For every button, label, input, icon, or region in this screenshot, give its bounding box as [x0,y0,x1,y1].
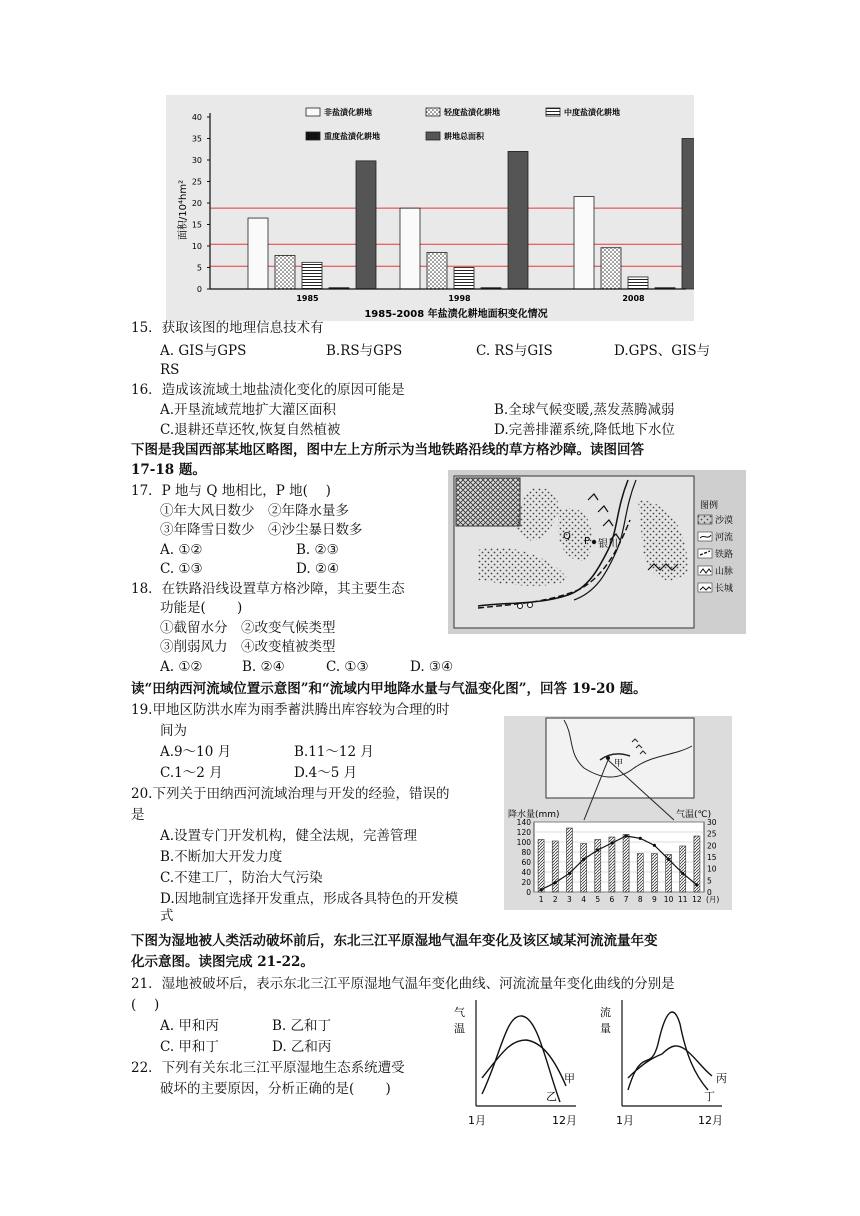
q19-option-b: B.11～12 月 [294,744,374,760]
q20-option-c: C.不建工厂，防治大气污染 [160,870,323,886]
temperature-point [568,872,571,875]
q21-stem-2: ( ) [131,997,160,1013]
temperature-point [681,872,684,875]
month-label: 5 [595,895,601,904]
precip-bar [623,835,629,893]
intro-21-22-line1: 下图为湿地被人类活动破坏前后，东北三江平原湿地气温年变化及该区域某河流流量年变 [131,933,658,949]
bar [302,262,322,289]
wetland-curves-figure [446,994,736,1130]
temperature-point [624,834,627,837]
q15-option-a: A. GIS与GPS [160,343,247,359]
q18-option-a: A. ①② [160,659,203,675]
bar [628,277,648,289]
month-label: 11 [677,895,688,904]
q20-stem-1: 20.下列关于田纳西河流域治理与开发的经验，错误的 [131,786,450,802]
bar [682,139,694,290]
bar [574,197,594,289]
q16-option-d: D.完善排灌系统,降低地下水位 [494,422,675,438]
map-label-jia: 甲 [614,759,624,769]
bar [356,161,376,289]
q21-option-a: A. 甲和丙 [160,1018,219,1034]
legend-label: 轻度盐渍化耕地 [444,108,500,117]
bar [427,252,447,289]
month-label: 9 [652,895,657,904]
temp-tick: 0 [707,888,712,897]
map-legend-river: 河流 [715,533,734,543]
temperature-point [639,837,642,840]
q22-stem-2: 破坏的主要原因，分析正确的是( ) [160,1081,391,1097]
y-tick-label: 0 [196,285,202,294]
legend-label: 非盐渍化耕地 [324,108,372,117]
precip-tick: 100 [516,838,531,847]
month-label: 6 [609,895,615,904]
legend-label: 重度盐渍化耕地 [324,132,380,141]
precip-tick: 120 [516,828,531,837]
chart1-ylabel: 面积/10⁴hm² [178,179,189,241]
y-tick-label: 20 [191,199,202,208]
climograph-right-title: 气温(℃) [676,810,712,820]
q15-option-b: B.RS与GPS [326,343,403,359]
month-label: 8 [637,895,643,904]
q16-option-a: A.开垦流域荒地扩大灌区面积 [160,402,337,418]
temperature-point [653,844,656,847]
precip-bar [595,840,601,893]
salinization-bar-chart-svg [166,95,694,321]
map-label-yinchuan: 银川 [598,539,618,550]
q21-stem-1: 21．湿地被破坏后，表示东北三江平原湿地气温年变化曲线、河流流量年变化曲线的分别是 [131,976,675,992]
month-label: 12 [692,895,702,904]
flow-x-start: 1月 [616,1114,634,1127]
intro-17-18-line2: 17-18 题。 [131,462,206,478]
temp-tick: 5 [707,876,712,886]
bar [275,255,295,289]
q21-option-d: D. 乙和丙 [272,1039,332,1055]
map-label-p: P [584,536,591,547]
x-category-label: 2008 [622,294,645,303]
legend-label: 耕地总面积 [444,132,484,141]
q17-option-d: D. ②④ [296,561,340,577]
y-tick-label: 40 [191,113,202,122]
y-tick-label: 5 [196,263,202,273]
legend-label: 中度盐渍化耕地 [564,108,620,117]
temperature-point [667,858,670,861]
temp-tick: 30 [707,818,717,827]
q15-stem: 15．获取该图的地理信息技术有 [131,320,324,336]
precip-bar [566,828,572,892]
precip-bar [651,854,657,893]
precip-bar [609,837,615,892]
q19-option-a: A.9～10 月 [160,744,232,760]
curve-bing [628,1046,712,1078]
q18-stem-1: 18．在铁路沿线设置草方格沙障，其主要生态 [131,581,405,597]
precip-tick: 60 [521,858,531,867]
flow-ylabel-1: 流 [600,1006,611,1019]
x-category-label: 1985 [296,294,319,303]
curve-label-bing: 丙 [716,1072,727,1085]
q17-stem: 17．P 地与 Q 地相比，P 地( ) [131,483,331,499]
curve-jia [482,1040,566,1086]
q20-option-a: A.设置专门开发机构，健全法规，完善管理 [160,828,418,844]
precip-bar [581,844,587,893]
precip-tick: 0 [526,888,531,897]
legend-swatch [546,108,560,116]
temperature-point [596,848,599,851]
q19-stem-1: 19.甲地区防洪水库为雨季蓄洪腾出库容较为合理的时 [131,702,450,718]
intro-17-18-line1: 下图是我国西部某地区略图，图中左上方所示为当地铁路沿线的草方格沙障。读图回答 [131,442,644,458]
map-legend-desert: 沙漠 [715,516,734,526]
precip-tick: 40 [521,868,531,877]
y-tick-label: 30 [191,156,202,165]
q17-option-c: C. ①③ [160,561,203,577]
bar [248,218,268,289]
map-legend-railway: 铁路 [715,550,734,560]
legend-swatch [426,132,440,140]
month-label: 1 [538,895,544,904]
temp-ylabel-1: 气 [454,1006,465,1019]
q22-stem-1: 22．下列有关东北三江平原湿地生态系统遭受 [131,1060,405,1076]
precip-tick: 140 [516,818,531,827]
q16-option-b: B.全球气候变暖,蒸发蒸腾减弱 [494,402,675,418]
temp-tick: 10 [707,864,717,874]
q18-option-d: D. ③④ [410,659,454,675]
month-suffix: (月) [706,895,720,904]
map-legend-mountain: 山脉 [715,567,734,577]
curve-label-yi: 乙 [546,1090,557,1103]
y-tick-label: 35 [191,134,202,144]
bar [454,268,474,290]
q18-options-1: ①截留水分 ②改变气候类型 [160,620,336,636]
temp-tick: 25 [707,829,717,839]
precip-tick: 80 [521,848,531,857]
x-category-label: 1998 [448,294,471,303]
intro-21-22-line2: 化示意图。读图完成 21-22。 [131,954,314,970]
precip-bar [637,854,643,893]
q15-option-d-cont: RS [160,362,180,378]
temperature-point [610,841,613,844]
q17-options-2: ③年降雪日数少 ④沙尘暴日数多 [160,522,363,538]
month-label: 2 [552,895,558,904]
precip-bar [538,840,544,893]
q21-option-b: B. 乙和丁 [272,1018,332,1034]
temperature-point [554,881,557,884]
temp-tick: 15 [707,853,717,862]
temperature-point [539,888,542,891]
tennessee-figure [504,716,732,910]
y-tick-label: 15 [191,220,202,230]
q20-option-d: D.因地制宜选择开发重点，形成各具特色的开发模 [160,891,459,907]
q16-stem: 16．造成该流域土地盐渍化变化的原因可能是 [131,382,405,398]
month-label: 7 [623,895,629,904]
precip-bar [680,846,686,892]
q17-option-a: A. ①② [160,542,203,558]
curve-label-jia: 甲 [564,1072,575,1085]
chart1-caption: 1985-2008 年盐渍化耕地面积变化情况 [364,309,548,320]
bar [508,151,528,289]
salinization-bar-chart [166,95,694,321]
straw-checkerboard-inset [456,478,520,526]
temp-x-start: 1月 [468,1114,486,1127]
q20-stem-2: 是 [131,807,145,823]
bar [400,208,420,289]
month-label: 10 [663,895,674,904]
q20-option-b: B.不断加大开发力度 [160,849,283,865]
q21-option-c: C. 甲和丁 [160,1039,219,1055]
curve-ding [628,1012,708,1090]
temp-tick: 20 [707,841,717,851]
flow-x-end: 12月 [698,1114,723,1127]
q19-option-d: D.4～5 月 [294,765,358,781]
q17-option-b: B. ②③ [296,542,339,558]
flow-ylabel-2: 量 [600,1022,611,1035]
q18-option-b: B. ②④ [242,659,285,675]
q16-option-c: C.退耕还草还牧,恢复自然植被 [160,422,341,438]
curve-label-ding: 丁 [704,1090,715,1103]
climograph-left-title: 降水量(mm) [508,810,560,820]
q15-option-c: C. RS与GIS [476,343,553,359]
temp-x-end: 12月 [552,1114,577,1127]
temp-ylabel-2: 温 [454,1022,465,1035]
map-legend-great-wall: 长城 [715,584,734,594]
climograph-frame [534,822,704,892]
y-tick-label: 25 [191,177,202,187]
q18-options-2: ③削弱风力 ④改变植被类型 [160,639,336,655]
q18-stem-2: 功能是( ) [160,600,243,616]
y-tick-label: 10 [191,242,202,251]
western-region-map [448,470,746,634]
bar [601,248,621,289]
temperature-point [695,883,698,886]
q19-option-c: C.1～2 月 [160,765,223,781]
intro-19-20: 读“田纳西河流域位置示意图”和“流域内甲地降水量与气温变化图”，回答 19-20 题。 [131,681,647,697]
legend-swatch [306,132,320,140]
q15-option-d: D.GPS、GIS与 [614,343,711,359]
legend-swatch [426,108,440,116]
q17-options-1: ①年大风日数少 ②年降水量多 [160,503,349,519]
q20-option-d-cont: 式 [160,908,174,924]
precip-tick: 20 [521,878,531,887]
legend-swatch [306,108,320,116]
temperature-point [582,858,585,861]
map-label-q: Q [563,531,571,542]
map-legend-title: 图例 [700,501,719,511]
month-label: 3 [567,895,572,904]
q18-option-c: C. ①③ [326,659,369,675]
q19-stem-2: 间为 [160,723,187,739]
month-label: 4 [581,895,586,904]
